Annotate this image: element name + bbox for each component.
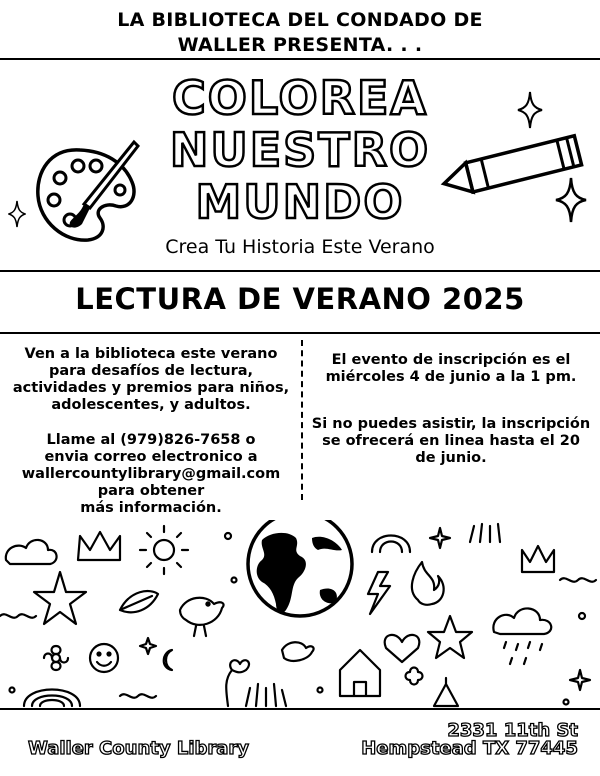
house-icon (340, 650, 380, 696)
presenter-header (0, 8, 600, 58)
sparkle-icon (570, 670, 590, 690)
sparkle-icon (140, 638, 156, 654)
email-address: wallercountylibrary@gmail.com (21, 466, 281, 482)
star-icon (34, 572, 86, 624)
address-street: 2331 11th St (447, 720, 578, 741)
paint-palette-icon (30, 138, 142, 248)
smiley-icon (90, 644, 118, 672)
library-name: Waller County Library (28, 738, 250, 759)
library-address (361, 722, 578, 758)
flower-icon (406, 668, 423, 685)
bird-icon (180, 598, 224, 636)
cloud-icon (6, 540, 57, 564)
info-line: más información. (80, 500, 222, 516)
sparkle-icon (8, 200, 26, 228)
info-column-right (310, 352, 592, 467)
crown-icon (522, 546, 554, 572)
bird-icon (282, 642, 314, 661)
cloud-icon (493, 608, 551, 634)
column-divider (301, 340, 303, 500)
title-line-2: NUESTRO (169, 123, 431, 177)
sun-icon (154, 540, 174, 560)
info-paragraph: Ven a la biblioteca este verano para desafíos de lectura, actividades y premios para niños, adolescentes, y adultos. (12, 346, 290, 413)
globe-icon (248, 520, 352, 616)
header-line-1: LA BIBLIOTECA DEL CONDADO DE (117, 9, 483, 31)
subtitle: Crea Tu Historia Este Verano (165, 236, 435, 258)
header-line-2: WALLER PRESENTA. . . (177, 34, 423, 56)
lightning-icon (368, 572, 390, 614)
title-line-1: COLOREA (171, 71, 429, 125)
program-title: LECTURA DE VERANO 2025 (75, 282, 525, 316)
moon-icon (164, 650, 172, 670)
doodle-pattern (0, 520, 600, 708)
crown-icon (78, 532, 120, 560)
phone-line: Llame al (979)826-7658 o (46, 432, 256, 448)
rainbow-icon (372, 536, 410, 553)
star-icon (428, 616, 472, 658)
heart-icon (385, 635, 420, 662)
email-intro-line: envia correo electronico a (44, 449, 258, 465)
online-registration-paragraph: Si no puedes asistir, la inscripción se ofrecerá en linea hasta el 20 de junio. (311, 416, 591, 466)
address-city: Hempstead TX 77445 (361, 738, 578, 759)
fire-icon (412, 562, 444, 605)
rainbow-icon (24, 690, 80, 707)
info-column-left (10, 346, 292, 517)
info-line: para obtener (97, 483, 205, 499)
flower-icon (52, 654, 60, 662)
registration-paragraph: El evento de inscripción es el miércoles 4 de junio a la 1 pm. (325, 352, 577, 385)
sparkle-icon (430, 528, 450, 548)
title-line-3: MUNDO (195, 175, 405, 229)
sparkle-icon (516, 90, 544, 130)
leaf-icon (120, 591, 158, 612)
sparkle-icon (554, 176, 588, 224)
